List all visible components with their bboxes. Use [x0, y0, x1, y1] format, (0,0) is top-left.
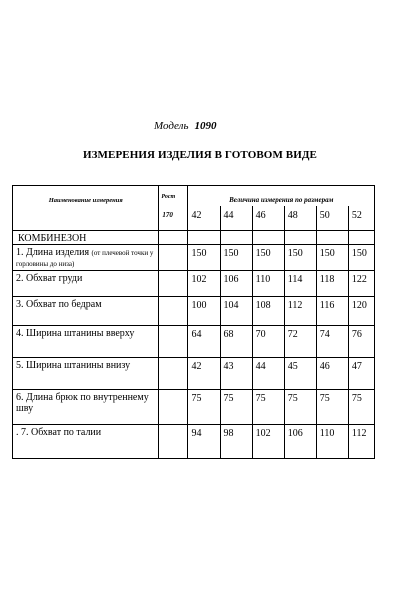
header-row	[13, 186, 375, 207]
value-cell: 102	[252, 425, 284, 459]
value-cell: 112	[284, 297, 316, 326]
table-row	[13, 425, 375, 459]
table-row	[13, 245, 375, 271]
value-cell: 106	[284, 425, 316, 459]
height-column-header: Рост	[159, 186, 188, 207]
value-cell: 150	[220, 245, 252, 271]
height-value: 170	[159, 206, 188, 231]
measurement-label: 1. Длина изделия	[16, 247, 90, 258]
empty-cell	[220, 231, 252, 245]
measurement-note: (от плечевой точки у горловины до низа)	[16, 249, 154, 268]
height-cell	[159, 390, 188, 425]
measurement-name: 5. Ширина штанины внизу	[13, 358, 159, 390]
value-cell: 106	[220, 271, 252, 297]
table-row	[13, 271, 375, 297]
value-cell: 75	[284, 390, 316, 425]
section-row	[13, 231, 375, 245]
table-row	[13, 358, 375, 390]
value-cell: 110	[252, 271, 284, 297]
value-cell: 104	[220, 297, 252, 326]
value-cell: 75	[316, 390, 348, 425]
table-row	[13, 326, 375, 358]
height-cell	[159, 297, 188, 326]
model-number: 1090	[194, 120, 217, 132]
value-cell: 98	[220, 425, 252, 459]
value-cell: 122	[348, 271, 374, 297]
value-cell: 75	[348, 390, 374, 425]
model-line	[154, 120, 216, 132]
measurement-name: 6. Длина брюк по внутреннему шву	[13, 390, 159, 425]
size-header: 48	[284, 206, 316, 231]
value-cell: 108	[252, 297, 284, 326]
empty-cell	[316, 231, 348, 245]
value-cell: 72	[284, 326, 316, 358]
height-cell	[159, 326, 188, 358]
value-cell: 110	[316, 425, 348, 459]
value-cell: 120	[348, 297, 374, 326]
value-cell: 47	[348, 358, 374, 390]
height-cell	[159, 425, 188, 459]
value-cell: 70	[252, 326, 284, 358]
size-header: 50	[316, 206, 348, 231]
measurement-name	[13, 245, 159, 271]
measurement-name: . 7. Обхват по талии	[13, 425, 159, 459]
value-cell: 64	[188, 326, 220, 358]
value-cell: 68	[220, 326, 252, 358]
size-header: 46	[252, 206, 284, 231]
height-cell	[159, 358, 188, 390]
value-cell: 112	[348, 425, 374, 459]
size-header: 42	[188, 206, 220, 231]
section-title: КОМБИНЕЗОН	[13, 231, 159, 245]
value-cell: 42	[188, 358, 220, 390]
height-cell	[159, 271, 188, 297]
value-cell: 150	[316, 245, 348, 271]
value-cell: 75	[220, 390, 252, 425]
measurement-name: 3. Обхват по бедрам	[13, 297, 159, 326]
value-cell: 150	[284, 245, 316, 271]
value-cell: 94	[188, 425, 220, 459]
table-row	[13, 297, 375, 326]
value-cell: 44	[252, 358, 284, 390]
value-cell: 150	[188, 245, 220, 271]
value-cell: 74	[316, 326, 348, 358]
value-cell: 102	[188, 271, 220, 297]
value-cell: 118	[316, 271, 348, 297]
size-header: 44	[220, 206, 252, 231]
value-cell: 150	[348, 245, 374, 271]
name-column-header: Наименование измерения	[13, 186, 159, 231]
empty-cell	[252, 231, 284, 245]
value-cell: 75	[252, 390, 284, 425]
table-row	[13, 390, 375, 425]
value-cell: 43	[220, 358, 252, 390]
value-cell: 100	[188, 297, 220, 326]
page-title: ИЗМЕРЕНИЯ ИЗДЕЛИЯ В ГОТОВОМ ВИДЕ	[83, 149, 317, 161]
measurement-name: 4. Ширина штанины вверху	[13, 326, 159, 358]
height-cell	[159, 245, 188, 271]
value-cell: 45	[284, 358, 316, 390]
model-label: Модель	[154, 120, 189, 132]
size-header: 52	[348, 206, 374, 231]
empty-cell	[188, 231, 220, 245]
sizes-column-header: Величина измерения по размерам	[188, 186, 375, 207]
value-cell: 75	[188, 390, 220, 425]
value-cell: 114	[284, 271, 316, 297]
measurement-name: 2. Обхват груди	[13, 271, 159, 297]
measurements-table	[12, 185, 375, 459]
empty-cell	[284, 231, 316, 245]
value-cell: 150	[252, 245, 284, 271]
empty-cell	[348, 231, 374, 245]
empty-cell	[159, 231, 188, 245]
value-cell: 116	[316, 297, 348, 326]
value-cell: 76	[348, 326, 374, 358]
value-cell: 46	[316, 358, 348, 390]
